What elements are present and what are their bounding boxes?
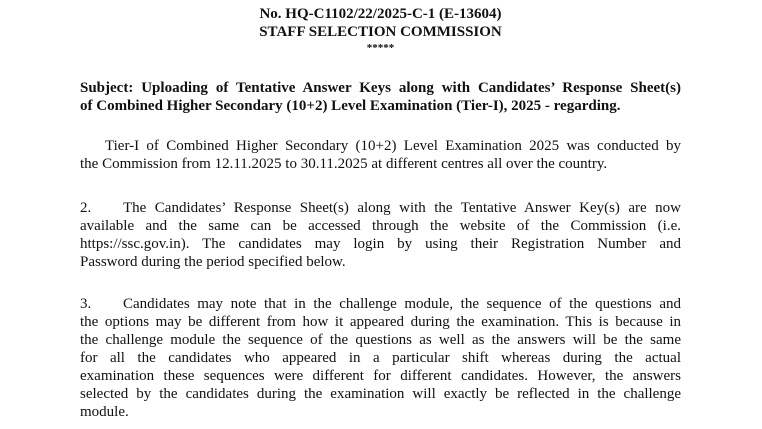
paragraph-number: 2. [80,200,92,216]
paragraph-line: for all the candidates who appeared in a particular shift whereas during the actual [80,350,681,366]
subject-line: of Combined Higher Secondary (10+2) Level Examination (Tier-I), 2025 - regarding. [80,98,621,114]
paragraph-line: Password during the period specified below. [80,254,346,270]
paragraph-line: examination these sequences were different for different candidates. However, the answers [80,368,681,384]
paragraph-line: https://ssc.gov.in). The candidates may login by using their Registration Number and [80,236,681,252]
paragraph-line: the Commission from 12.11.2025 to 30.11.2025 at different centres all over the country. [80,156,608,172]
paragraph-line: the challenge module the sequence of the questions as well as the answers will be the same [80,332,681,348]
paragraph-line: Candidates may note that in the challenge module, the sequence of the questions and [123,296,681,312]
paragraph-1 [80,137,681,173]
paragraph-number: 3. [80,296,92,312]
document-header [80,5,681,55]
paragraph-line: The Candidates’ Response Sheet(s) along with the Tentative Answer Key(s) are now [123,200,681,216]
notice-document [80,5,681,421]
paragraph-line: module. [80,404,129,420]
organization-name: STAFF SELECTION COMMISSION [259,24,502,40]
paragraph-line: selected by the candidates during the examination will exactly be reflected in the challenge [80,386,681,402]
paragraph-line: available and the same can be accessed through the website of the Commission (i.e. [80,218,681,234]
paragraph-3 [80,295,681,421]
paragraph-line: the options may be different from how it appeared during the examination. This is because in [80,314,681,330]
paragraph-line: Tier-I of Combined Higher Secondary (10+2) Level Examination 2025 was conducted by [105,138,681,154]
paragraph-2 [80,199,681,271]
separator: ***** [366,42,395,54]
reference-number: No. HQ-C1102/22/2025-C-1 (E-13604) [259,6,502,22]
subject [80,79,681,115]
subject-line: Subject: Uploading of Tentative Answer Keys along with Candidates’ Response Sheet(s) [80,80,681,96]
